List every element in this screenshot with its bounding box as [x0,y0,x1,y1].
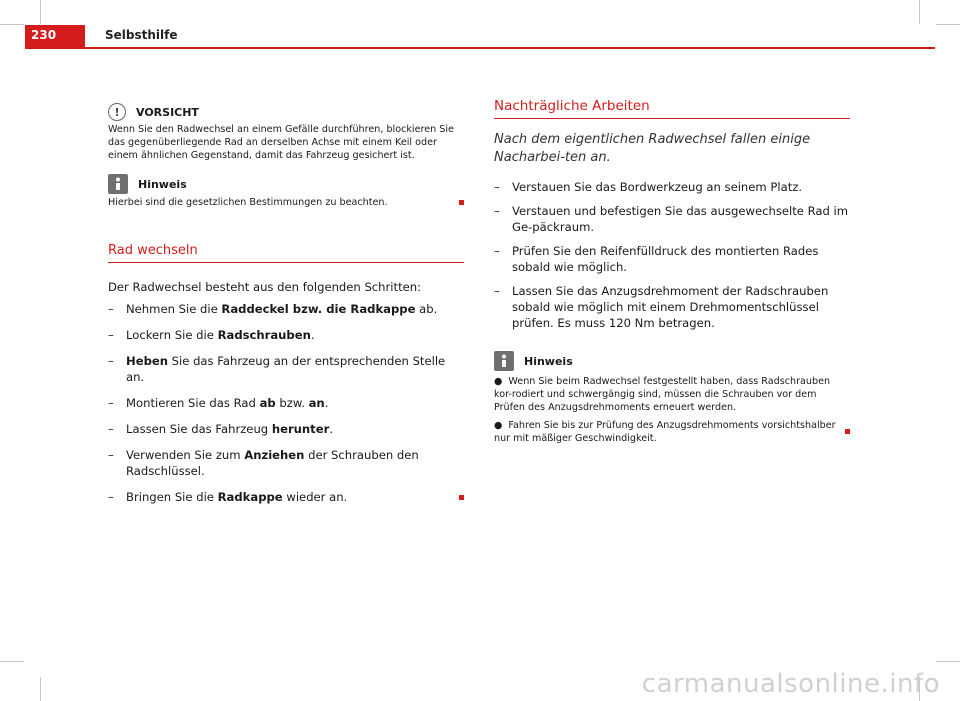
bullet-dot: ● [494,420,503,431]
warning-icon: ! [108,103,126,121]
list-item: – Lassen Sie das Anzugsdrehmoment der Radschrauben sobald wie möglich mit einem Drehmomentschlüssel prüfen. Es muss 120 Nm betragen. [494,284,829,330]
dash-bullet: – [494,244,500,258]
section-title-rad-wechseln: Rad wechseln [108,243,464,263]
list-item: – Heben Sie das Fahrzeug an der entsprechenden Stelle an. [108,354,446,384]
dash-bullet: – [108,422,114,436]
note-title: Hinweis [138,177,187,191]
crop-mark [936,661,960,662]
dash-bullet: – [108,328,114,342]
list-item: – Verstauen und befestigen Sie das ausgewechselte Rad im Ge-päckraum. [494,204,849,234]
note-text-content: Hierbei sind die gesetzlichen Bestimmungen zu beachten. [108,197,388,208]
crop-mark [919,0,920,24]
dash-bullet: – [494,284,500,298]
list-item: – Nehmen Sie die Raddeckel bzw. die Radkappe ab. [108,302,438,316]
crop-mark [0,24,24,25]
section-lead: Nach dem eigentlichen Radwechsel fallen einige Nacharbei-ten an. [494,132,811,165]
list-item: ● Fahren Sie bis zur Prüfung des Anzugsdrehmoments vorsichtshalber nur mit mäßiger Geschwindigkeit. [494,419,850,445]
dash-bullet: – [108,396,114,410]
dash-bullet: – [494,180,500,194]
steps-list [108,301,464,505]
warning-heading [108,103,464,121]
list-item: – Prüfen Sie den Reifenfülldruck des montierten Rades sobald wie möglich. [494,244,819,274]
bullet-dot: ● [494,376,503,387]
crop-mark [936,24,960,25]
right-steps-list [494,179,850,331]
page-title: Selbsthilfe [105,28,178,42]
list-item: – Montieren Sie das Rad ab bzw. an. [108,396,329,410]
crop-mark [40,0,41,24]
dash-bullet: – [494,204,500,218]
watermark: carmanualsonline.info [641,669,940,699]
section-title-nachtraegliche-arbeiten: Nachträgliche Arbeiten [494,98,850,119]
end-marker-icon [459,495,464,500]
crop-mark [0,661,24,662]
list-item: ● Wenn Sie beim Radwechsel festgestellt haben, dass Radschrauben kor-rodiert und schwergängig sind, müssen die Schrauben vor dem Prüfen des Anzugsdrehmoments erneuert werden. [494,376,831,413]
list-item: – Verwenden Sie zum Anziehen der Schrauben den Radschlüssel. [108,448,419,478]
list-item: – Verstauen Sie das Bordwerkzeug an seinem Platz. [494,180,803,194]
note-heading-right [494,351,850,371]
page-number: 230 [31,28,57,42]
dash-bullet: – [108,302,114,316]
crop-mark [40,677,41,701]
header-rule [25,47,935,49]
dash-bullet: – [108,354,114,368]
list-item: – Lockern Sie die Radschrauben. [108,328,315,342]
section-intro: Der Radwechsel besteht aus den folgenden Schritten: [108,280,421,294]
warning-title: VORSICHT [136,105,199,119]
note-bullets [494,375,850,445]
dash-bullet: – [108,448,114,462]
end-marker-icon [459,200,464,205]
list-item: – Lassen Sie das Fahrzeug herunter. [108,422,333,436]
note-title-right: Hinweis [524,354,573,368]
info-icon [494,351,514,371]
note-text [108,196,464,209]
dash-bullet: – [108,490,114,504]
info-icon [108,174,128,194]
note-heading [108,174,464,194]
warning-text: Wenn Sie den Radwechsel an einem Gefälle durchführen, blockieren Sie das gegenüberliegende Rad an derselben Achse mit einem Keil oder einem ähnlichen Gegenstand, damit das Fahrzeug gesichert ist. [108,124,454,161]
list-item: – Bringen Sie die Radkappe wieder an. [108,489,464,505]
end-marker-icon [845,429,850,434]
left-column [108,103,464,505]
right-column [494,98,850,445]
